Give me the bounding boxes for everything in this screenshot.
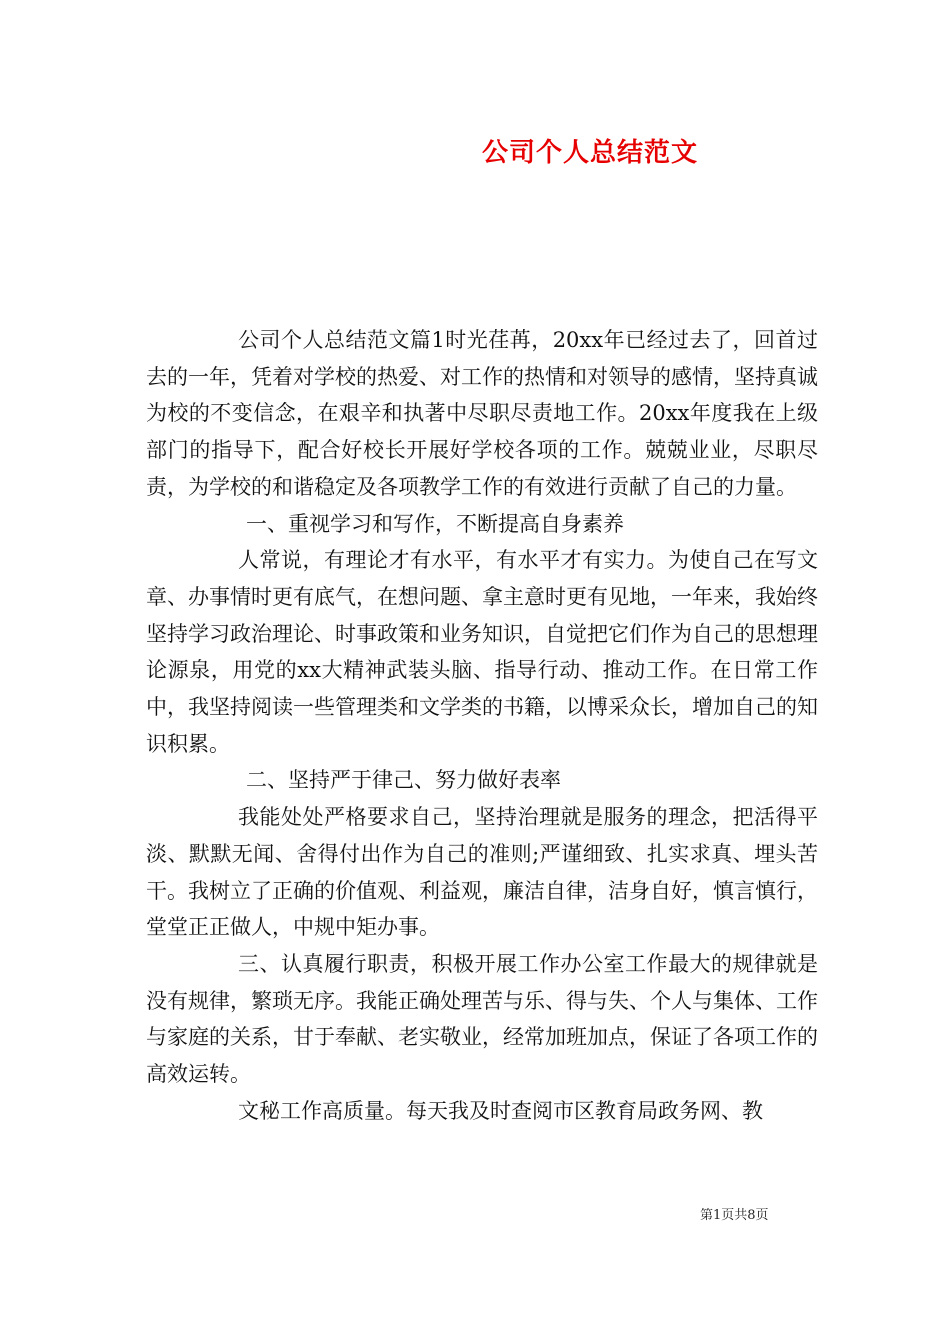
paragraph-duties: 三、认真履行职责，积极开展工作办公室工作最大的规律就是没有规律，繁琐无序。我能正确处理苦与乐、得与失、个人与集体、工作与家庭的关系，甘于奉献、老实敬业，经常加班加点，保证了各项工作的高效运转。 bbox=[146, 951, 818, 1087]
paragraph-intro: 公司个人总结范文篇1时光荏苒，20xx年已经过去了，回首过去的一年，凭着对学校的热爱、对工作的热情和对领导的感情，坚持真诚为校的不变信念，在艰辛和执著中尽职尽责地工作。20xx年度我在上级部门的指导下，配合好校长开展好学校各项的工作。兢兢业业，尽职尽责，为学校的和谐稳定及各项教学工作的有效进行贡献了自己的力量。 bbox=[146, 328, 818, 499]
page-footer: 第1页共8页 bbox=[700, 1208, 769, 1223]
document-title: 公司个人总结范文 bbox=[481, 138, 698, 168]
paragraph-secretary: 文秘工作高质量。每天我及时查阅市区教育局政务网、教 bbox=[238, 1098, 763, 1123]
paragraph-discipline: 我能处处严格要求自己，坚持治理就是服务的理念，把活得平淡、默默无闻、舍得付出作为自己的准则;严谨细致、扎实求真、埋头苦干。我树立了正确的价值观、利益观，廉洁自律，洁身自好，慎言慎行，堂堂正正做人，中规中矩办事。 bbox=[146, 805, 818, 940]
document-body bbox=[146, 322, 818, 1129]
section-heading-1: 一、重视学习和写作，不断提高自身素养 bbox=[246, 511, 624, 536]
paragraph-study: 人常说，有理论才有水平，有水平才有实力。为使自己在写文章、办事情时更有底气，在想问题、拿主意时更有见地，一年来，我始终坚持学习政治理论、时事政策和业务知识，自觉把它们作为自己的思想理论源泉，用党的xx大精神武装头脑、指导行动、推动工作。在日常工作中，我坚持阅读一些管理类和文学类的书籍，以博采众长，增加自己的知识积累。 bbox=[146, 548, 818, 756]
section-heading-2: 二、坚持严于律己、努力做好表率 bbox=[246, 768, 561, 793]
